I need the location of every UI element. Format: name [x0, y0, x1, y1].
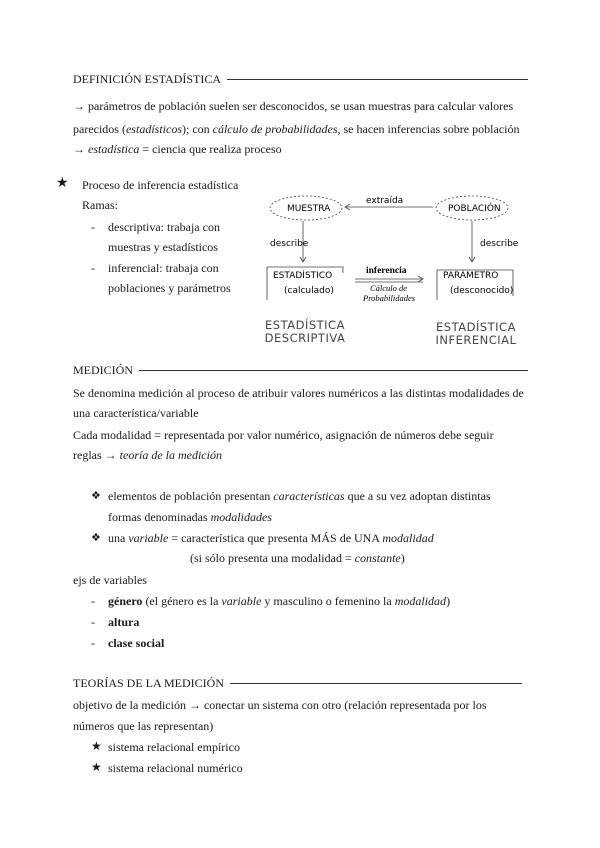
- diamond-bullet-icon: ❖: [91, 490, 101, 502]
- list-dash: -: [91, 594, 95, 608]
- medicion-line-1: Se denomina medición al proceso de atribuir valores numéricos a las distintas modalidades de: [73, 386, 524, 400]
- bullet-1-line-1: elementos de población presentan características que a su vez adoptan distintas: [108, 489, 491, 503]
- star-icon: ★: [91, 760, 102, 774]
- rama-descriptiva-2: muestras y estadísticos: [108, 240, 218, 254]
- teorias-line-2: números que las representan): [73, 719, 214, 733]
- section-title: TEORÍAS DE LA MEDICIÓN: [73, 676, 224, 690]
- sistema-numerico: sistema relacional numérico: [108, 761, 243, 775]
- section-teorias: [73, 676, 522, 691]
- medicion-line-3: Cada modalidad = representada por valor numérico, asignación de números debe seguir: [73, 428, 494, 442]
- list-dash: -: [91, 615, 95, 629]
- divider: [139, 370, 528, 371]
- rama-inferencial-2: poblaciones y parámetros: [108, 281, 231, 295]
- sistema-empirico: sistema relacional empírico: [108, 740, 240, 754]
- medicion-line-4: reglas → teoría de la medición: [73, 448, 222, 462]
- poblacion-label: POBLACIÓN: [448, 204, 501, 214]
- estadistico-label: ESTADÍSTICO: [273, 271, 333, 281]
- bullet-1-line-2: formas denominadas modalidades: [108, 510, 272, 524]
- list-dash: -: [91, 261, 95, 275]
- describe-right-label: describe: [480, 239, 519, 249]
- divider: [230, 683, 522, 684]
- parametro-label: PARÁMETRO: [443, 271, 499, 281]
- calculo-label-1: Cálculo de: [370, 283, 408, 293]
- list-dash: -: [91, 220, 95, 234]
- section-title: DEFINICIÓN ESTADÍSTICA: [73, 72, 222, 86]
- ramas-label: Ramas:: [82, 198, 118, 212]
- describe-left-label: describe: [270, 239, 309, 249]
- desconocido-label: (desconocido): [450, 286, 514, 296]
- extraida-label: extraída: [366, 196, 404, 206]
- rama-descriptiva-1: descriptiva: trabaja con: [108, 220, 220, 234]
- descriptiva-caption: ESTADÍSTICA DESCRIPTIVA: [264, 318, 346, 345]
- calculo-label-2: Probabilidades: [363, 293, 416, 303]
- star-icon: ★: [91, 739, 102, 753]
- def-line-2: parecidos (estadísticos); con cálculo de probabilidades, se hacen inferencias sobre población: [73, 122, 520, 136]
- ej-altura: altura: [108, 615, 140, 629]
- star-icon: ★: [56, 176, 69, 191]
- teorias-line-1: objetivo de la medición → conectar un sistema con otro (relación representada por los: [73, 698, 487, 712]
- def-line-1: → parámetros de población suelen ser desconocidos, se usan muestras para calcular valores: [73, 99, 514, 113]
- def-line-3: → estadística = ciencia que realiza proceso: [73, 142, 282, 156]
- ej-genero: género (el género es la variable y masculino o femenino la modalidad): [108, 594, 451, 608]
- ej-clase-social: clase social: [108, 636, 165, 650]
- inferencial-caption: ESTADÍSTICA INFERENCIAL: [435, 320, 517, 347]
- section-medicion: [73, 363, 528, 378]
- rama-inferencial-1: inferencial: trabaja con: [108, 261, 219, 275]
- bullet-2-line-1: una variable = característica que presenta MÁS de UNA modalidad: [108, 531, 434, 545]
- bullet-2-line-2: (si sólo presenta una modalidad = constante): [190, 551, 405, 565]
- list-dash: -: [91, 636, 95, 650]
- medicion-line-2: una característica/variable: [73, 406, 199, 420]
- calculado-label: (calculado): [284, 286, 334, 296]
- muestra-label: MUESTRA: [287, 204, 331, 214]
- inferencia-label: inferencia: [366, 266, 407, 276]
- proceso-title: Proceso de inferencia estadística: [82, 178, 239, 192]
- divider: [227, 79, 528, 80]
- section-definicion: [73, 72, 528, 87]
- section-title: MEDICIÓN: [73, 363, 133, 377]
- ejs-title: ejs de variables: [73, 573, 147, 587]
- diamond-bullet-icon: ❖: [91, 532, 101, 544]
